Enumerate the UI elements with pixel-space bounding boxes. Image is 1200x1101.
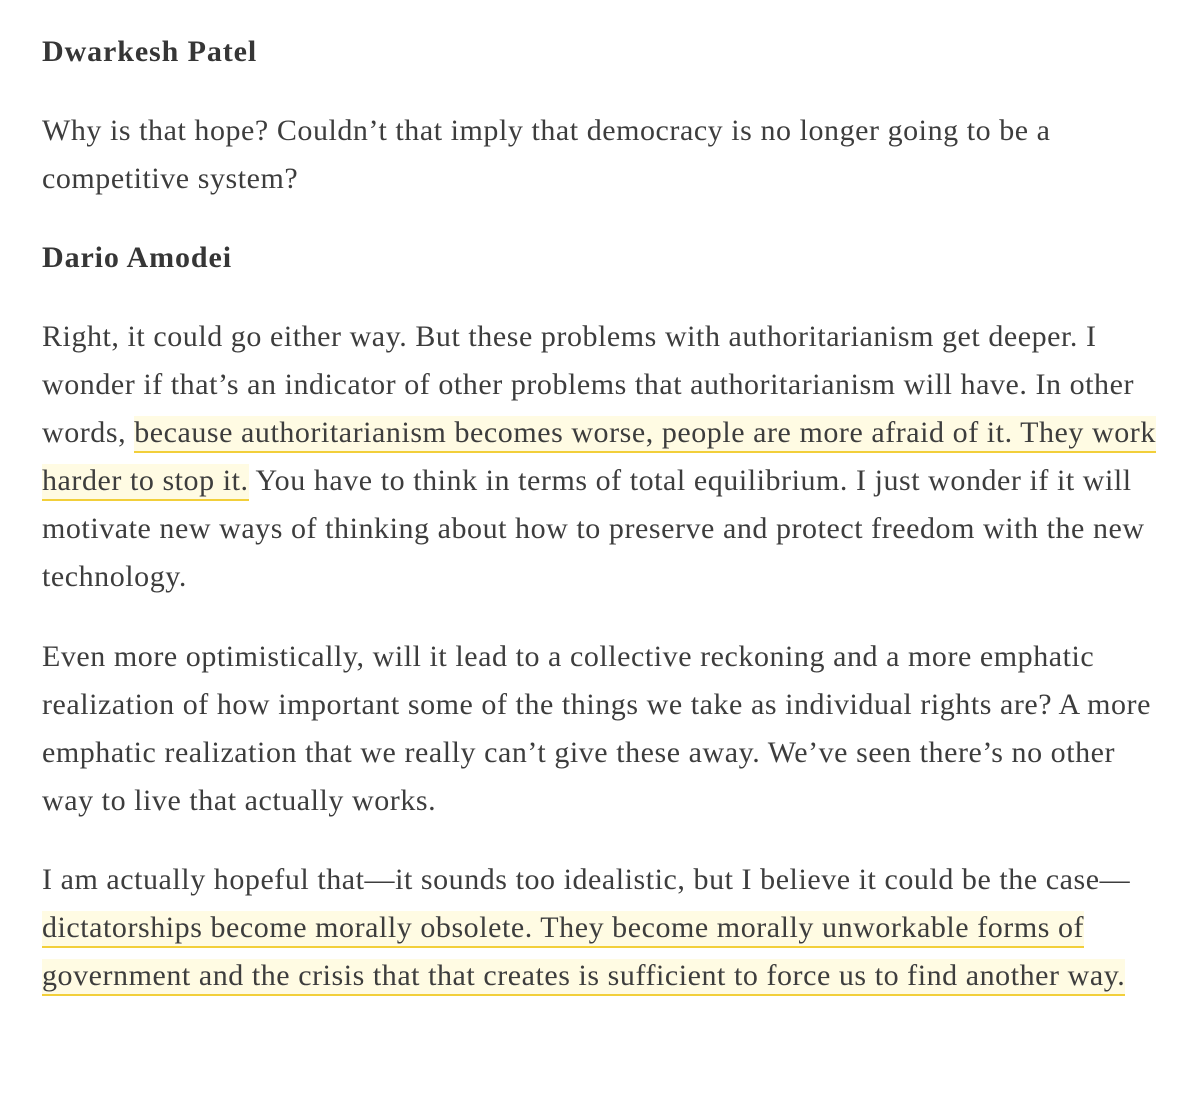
answer-paragraph-1: [42, 313, 1172, 601]
paragraph-text: You have to think in terms of total equilibrium. I just wonder if it will motivate new ways of thinking about how to preserve and protect freedom with the new technology.: [42, 464, 1145, 593]
paragraph-text: I am actually hopeful that—it sounds too idealistic, but I believe it could be the case—: [42, 863, 1131, 896]
question-paragraph: Why is that hope? Couldn’t that imply that democracy is no longer going to be a competitive system?: [42, 114, 1051, 195]
answer-paragraph-2: Even more optimistically, will it lead to a collective reckoning and a more emphatic realization of how important some of the things we take as individual rights are? A more emphatic realization that we really can’t give these away. We’ve seen there’s no other way to live that actually works.: [42, 640, 1151, 817]
highlighted-text[interactable]: dictatorships become morally obsolete. They become morally unworkable forms of government and the crisis that that creates is sufficient to force us to find another way.: [42, 911, 1125, 996]
speaker-name-dwarkesh: Dwarkesh Patel: [42, 35, 258, 68]
speaker-name-dario: Dario Amodei: [42, 241, 232, 274]
highlighted-text[interactable]: because authoritarianism becomes worse, people are more afraid of it. They work harder to stop it.: [42, 416, 1156, 501]
answer-paragraph-3: [42, 856, 1172, 1000]
transcript-article: [42, 28, 1172, 1030]
paragraph-text: Right, it could go either way. But these problems with authoritarianism get deeper. I wonder if that’s an indicator of other problems that authoritarianism will have. In other words,: [42, 320, 1134, 449]
